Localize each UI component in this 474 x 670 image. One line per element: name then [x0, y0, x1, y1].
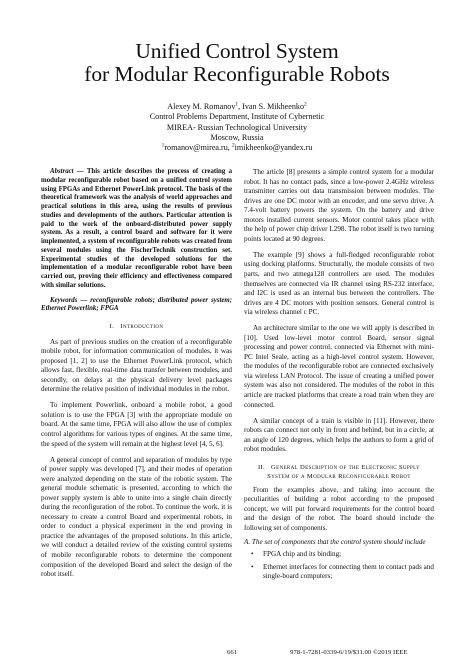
intro-paragraph-3: A general concept of control and separation of modules by type of power supply was developed [7], and their modes of operation were analyzed depending on the state of the robotic system. The general module schematic is presented, according to which the power supply system is able to unite into a single chain directly during the reconfiguration of the robot. To continue the work, it is necessary to create a control Board and experimental robots, in order to conduct a physical experiment in the end proving in practice the advantages of the proposed solutions. In this article, we will conduct a detailed review of the existing control systems of mobile reconfigurable robots to determine the component composition of the developed Board and select the design of the robot itself. [41, 455, 232, 579]
list-item: • FPGA chip and its binding; [251, 550, 342, 559]
keywords: Keywords — reconfigurable robots; distributed power system; Ethernet Powerlink; FPGA [41, 296, 232, 313]
body-paragraph: The example [9] shows a full-fledged reconfigurable robot using docking platforms. Structurally, the module consists of two parts, and two atmega128 controllers are used. The modules themselves are connected via IR channel using RS-232 interface, and I2C is used as an internal bus between the controllers. The drives are 4 DC motors with position sensors. General control is via wireless channel c PC. [244, 250, 434, 317]
intro-paragraph-1: As part of previous studies on the creation of a reconfigurable mobile robot, for information communication of modules, it was proposed [1, 2] to use the Ethernet PowerLink protocol, which allows fast, flexible, real-time data transfer between modules, and secondly, on delays at the physical delivery level packages determine the relative position of individual modules in the robot. [41, 337, 232, 394]
affiliation-line: MIREA- Russian Technological University [166, 122, 308, 132]
body-paragraph: The article [8] presents a simple control system for a modular robot. It has no contact pads, since a low-power 2.4GHz wireless transmitter carries out data transmission between modules. The drives are one DC motor with an encoder, and one servo drive. A 7.4-volt battery powers the system. On the battery and drive motors installed current sensors. Motor control takes place with the help of power chip driver L298. The robot itself is two turning points located at 90 degrees. [244, 168, 434, 243]
bullet-icon: • [251, 550, 254, 559]
body-paragraph: A similar concept of a train is visible in [11]. However, there robots can connect not only in front and behind, but in a circle, at an angle of 120 degrees, which helps the authors to form a grid of robot modules. [244, 416, 434, 454]
list-item: • Ethernet interfaces for connecting them to contact pads and single-board computers; [251, 562, 434, 581]
page-number: 661 [227, 649, 238, 656]
abstract: Abstract — This article describes the process of creating a modular reconfigurable robot based on a unified control system using FPGAs and Ethernet PowerLink protocol. The basis of the theoretical framework was the analysis of world approaches and practical solutions in this area, using the results of previous studies and developments of the authors. Particular attention is paid to the work of the onboard-distributed power supply system. As a result, a control board and software for it were implemented, a system of reconfigurable robots was created from several modules using the FischerTechnik construction set. Experimental studies of the developed solutions for the implementation of a modular reconfigurable robot have been carried out, proving their efficiency and effectiveness compared with similar solutions. [41, 168, 232, 289]
subsection-heading: A. The set of components that the control system should include [244, 537, 426, 546]
author-names: Alexey M. Romanov$^1$, Ivan S. Mikheenko$^2$ [167, 101, 307, 111]
affiliation-line: Control Problems Department, Institute of Cybernetic [149, 112, 325, 122]
copyright-notice: 978-1-7281-0339-6/19/$31.00 ©2019 IEEE [290, 649, 408, 656]
affiliation-line: Moscow, Russia [210, 132, 264, 142]
author-emails: $^1$romanov@mirea.ru, $^2$imikheenko@yandex.ru [161, 142, 313, 153]
paper-title-line1: Unified Control System [135, 39, 339, 63]
intro-paragraph-2: To implement Powerlink, onboard a mobile robot, a good solution is to use the FPGA [3] with the appropriate module on board. At the same time, FPGA will also allow the use of complex control algorithms for various types of engines. At the same time, the speed of the system will remain at the highest level [4, 5, 6]. [41, 401, 232, 448]
author-block [0, 102, 474, 153]
right-column [244, 168, 434, 582]
section-heading-2: II. General Description of the Electronic Supply System of a Modular Reconfigurable Robot [257, 463, 421, 480]
paper-title-line2: for Modular Reconfigurable Robots [84, 62, 390, 86]
section-heading-introduction: I. Introduction [109, 323, 164, 330]
bullet-icon: • [251, 562, 254, 571]
body-paragraph: From the examples above, and taking into account the peculiarities of building a robot according to the proposed concept, we will put forward requirements for the control board and the design of the robot. The board should include the following set of components. [244, 485, 434, 532]
left-column [41, 168, 232, 580]
body-paragraph: An architecture similar to the one we will apply is described in [10]. Used low-level motor control Board, sensor signal processing and power control, connected via Ethernet with mini-PC Intel Seale, acting as a high-level control system. However, the modules of the reconfigurable robot are connected exclusively via wireless LAN Protocol. The issue of creating a unified power system was also not considered. The modules of the robot in this article are tracked platforms that create a road train when they are connected. [244, 324, 434, 409]
